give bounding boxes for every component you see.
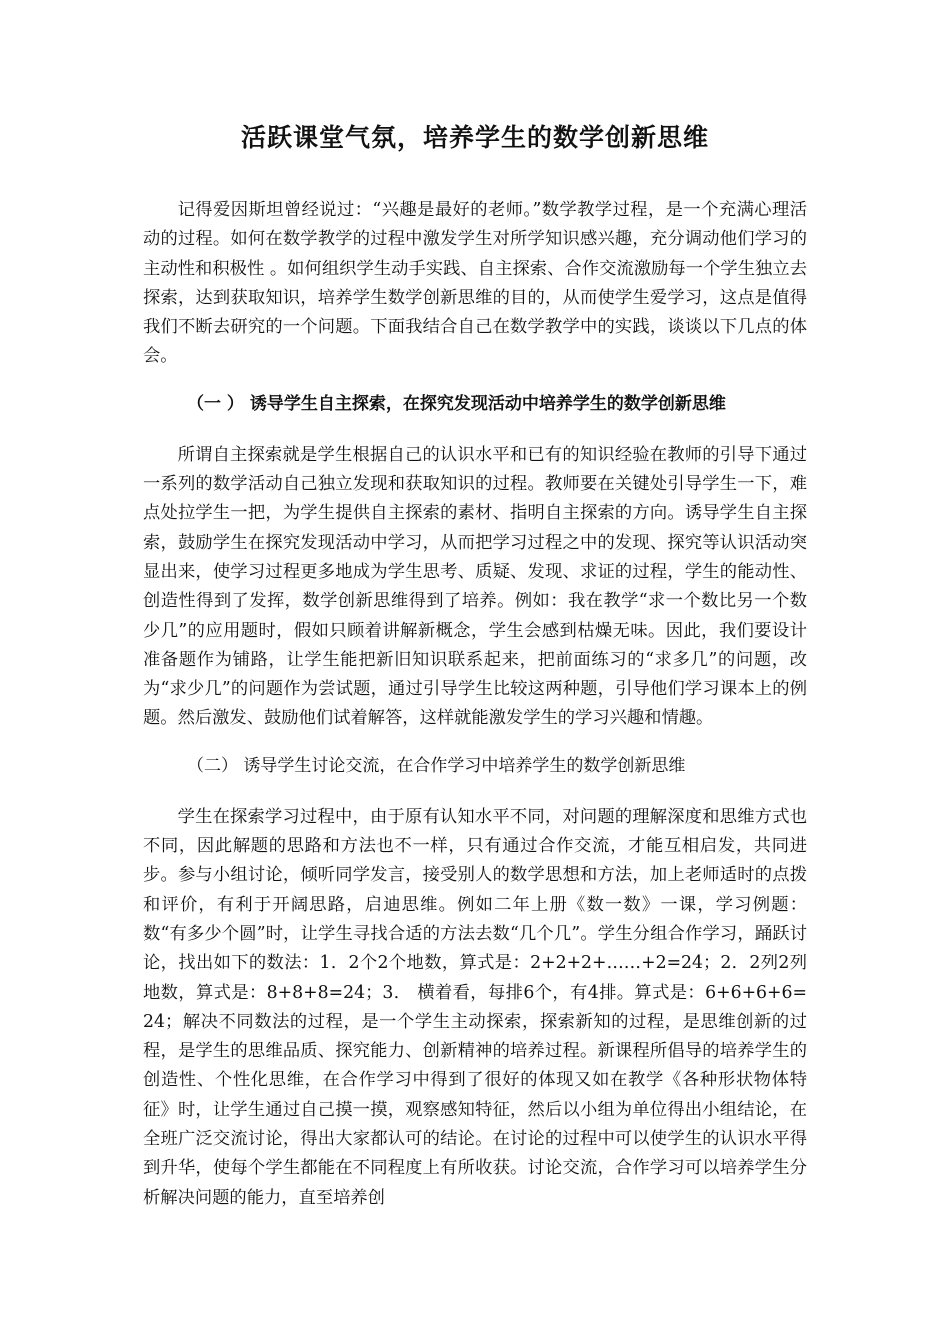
spacer <box>143 734 807 752</box>
document-page <box>143 118 807 1213</box>
document-title: 活跃课堂气氛，培养学生的数学创新思维 <box>240 123 709 152</box>
spacer <box>143 419 807 441</box>
section-1-paragraph: 所谓自主探索就是学生根据自己的认识水平和已有的知识经验在教师的引导下通过一系列的数学活动自己独立发现和获取知识的过程。教师要在关键处引导学生一下，难点处拉学生一把，为学生提供自主探索的素材、指明自主探索的方向。诱导学生自主探索，鼓励学生在探究发现活动中学习，从而把学习过程之中的发现、探究等认识活动突显出来，使学习过程更多地成为学生思考、质疑、发现、求证的过程，学生的能动性、创造性得到了发挥，数学创新思维得到了培养。例如：我在教学“求一个数比另一个数少几”的应用题时，假如只顾着讲解新概念，学生会感到枯燥无味。因此，我们要设计准备题作为铺路，让学生能把新旧知识联系起来，把前面练习的“求多几”的问题，改为“求少几”的问题作为尝试题，通过引导学生比较这两种题，引导他们学习课本上的例题。然后激发、鼓励他们试着解答，这样就能激发学生的学习兴趣和情趣。 <box>143 444 807 729</box>
spacer <box>143 781 807 803</box>
spacer <box>143 372 807 390</box>
section-2-paragraph: 学生在探索学习过程中，由于原有认知水平不同，对问题的理解深度和思维方式也不同，因此解题的思路和方法也不一样，只有通过合作交流，才能互相启发，共同进步。参与小组讨论，倾听同学发言，接受别人的数学思想和方法，加上老师适时的点拨和评价，有利于开阔思路，启迪思维。例如二年上册《数一数》一课，学习例题：数“有多少个圆”时，让学生寻找合适的方法去数“几个几”。学生分组合作学习，踊跃讨论，找出如下的数法：1．2个2个地数，算式是：2+2+2+……+2=24；2．2列2列地数，算式是：8+8+8=24；3． 横着看，每排6个，有4排。算式是：6+6+6+6=24；解决不同数法的过程，是一个学生主动探索，探索新知的过程，是思维创新的过程，是学生的思维品质、探究能力、创新精神的培养过程。新课程所倡导的培养学生的创造性、个性化思维，在合作学习中得到了很好的体现又如在教学《各种形状物体特征》时，让学生通过自己摸一摸，观察感知特征，然后以小组为单位得出小组结论，在全班广泛交流讨论，得出大家都认可的结论。在讨论的过程中可以使学生的认识水平得到升华，使每个学生都能在不同程度上有所收获。讨论交流，合作学习可以培养学生分析解决问题的能力，直至培养创 <box>143 806 807 1208</box>
section-2-heading: （二） 诱导学生讨论交流，在合作学习中培养学生的数学创新思维 <box>187 755 686 776</box>
section-1-heading: （一 ） 诱导学生自主探索，在探究发现活动中培养学生的数学创新思维 <box>187 393 726 414</box>
intro-paragraph: 记得爱因斯坦曾经说过：“兴趣是最好的老师。”数学教学过程，是一个充满心理活动的过程。如何在数学教学的过程中激发学生对所学知识感兴趣，充分调动他们学习的主动性和积极性 。如何组织学生动手实践、自主探索、合作交流激励每一个学生独立去探索，达到获取知识，培养学生数学创新思维的目的，从而使学生爱学习，这点是值得我们不断去研究的一个问题。下面我结合自己在数学教学中的实践，谈谈以下几点的体会。 <box>143 200 807 367</box>
